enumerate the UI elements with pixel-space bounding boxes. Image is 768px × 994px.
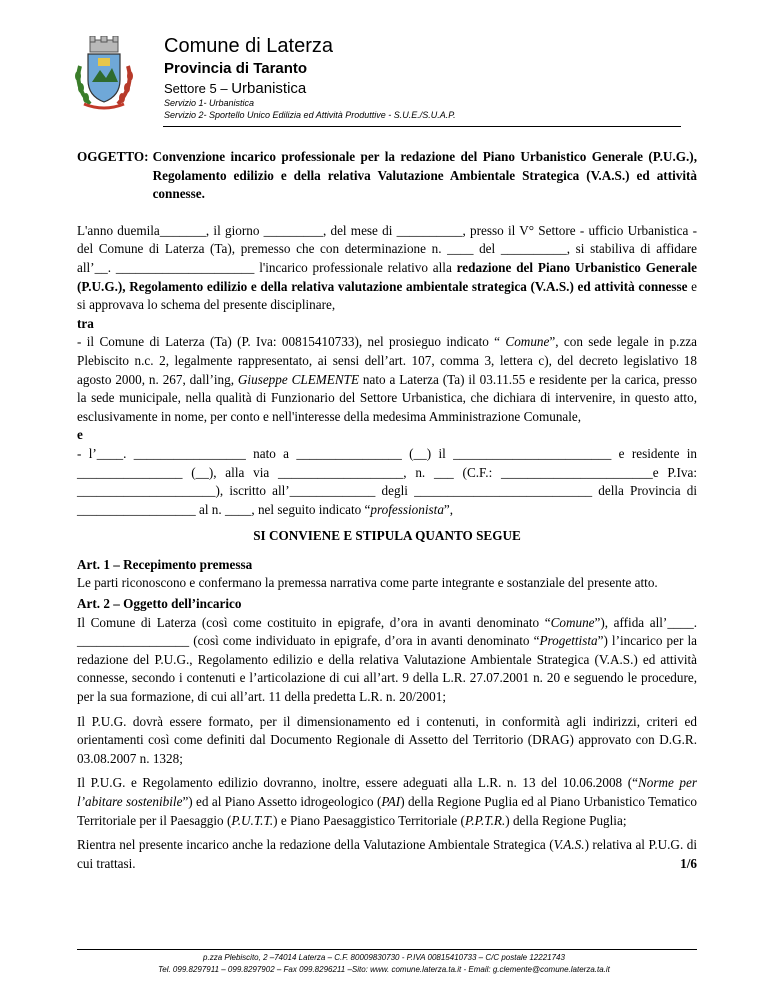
art2-paragraph-2: Il P.U.G. dovrà essere formato, per il dimensionamento ed i contenuti, in conformità agli indirizzi, criteri ed orientamenti così come definiti dal Documento Regionale di Assetto del Territorio (DRAG) approvato con D.G.R. 03.08.2007 n. 1328; xyxy=(77,713,697,766)
page-number: 1/6 xyxy=(680,855,697,871)
header-divider xyxy=(163,126,681,127)
footer-contacts: Tel. 099.8297911 – 099.8297902 – Fax 099.8296211 –Sito: www. comune.laterza.ta.it - Email: g.clemente@comune.laterza.ta.it xyxy=(158,965,610,974)
art2-paragraph-4: Rientra nel presente incarico anche la redazione della Valutazione Ambientale Strategica (V.A.S.) relativa al P.U.G. di cui trattasi. 1/6 xyxy=(77,836,697,873)
footer-address: p.zza Plebiscito, 2 –74014 Laterza – C.F. 80009830730 - P.IVA 00815410733 – C/C postale 12221743 xyxy=(203,953,565,962)
coat-of-arms-icon xyxy=(70,36,138,112)
footer-divider xyxy=(77,949,697,950)
subject-text: Convenzione incarico professionale per la redazione del Piano Urbanistico Generale (P.U.G.), Regolamento edilizio e della relativa Valutazione Ambientale Strategica (V.A.S.) ed attività connesse. xyxy=(152,149,697,202)
art2-paragraph-3: Il P.U.G. e Regolamento edilizio dovranno, inoltre, essere adeguati alla L.R. n. 13 del 10.06.2008 (“Norme per l’abitare sostenibile”) ed al Piano Assetto idrogeologico (PAI) della Regione Puglia ed al Piano Urbanistico Tematico Territoriale per il Paesaggio (P.U.T.T.) e Piano Paesaggistico Territoriale (P.P.T.R.) della Regione Puglia; xyxy=(77,775,697,828)
letterhead xyxy=(0,0,768,130)
comune-party-paragraph: - il Comune di Laterza (Ta) (P. Iva: 00815410733), nel prosieguo indicato “ Comune”, con sede legale in p.zza Plebiscito n.c. 2, legalmente rappresentato, ai sensi dell’art. 107, comma 3, lettera c), del decreto legislativo 18 agosto 2000, n. 267, dall’ing, Giuseppe CLEMENTE nato a Laterza (Ta) il 03.11.55 e residente per la carica, presso la sede municipale, nella qualità di Funzionario del Settore Urbanistica, che dichiara di intervenire, in questo atto, esclusivamente in nome, per conto e nell'interesse della medesima Amministrazione Comunale, xyxy=(77,334,697,424)
settore-name: Urbanistica xyxy=(231,80,307,97)
e-label: e xyxy=(77,427,83,443)
settore-prefix: Settore 5 – xyxy=(164,81,232,96)
professionista-paragraph: - l’____. _________________ nato a ________________ (__) il ________________________ e residente in ________________ (__), alla via ___________________, n. ___ (C.F.: _______________________e P.Iva: _____________________), iscritto all’_____________ degli ___________________________ della Provincia di __________________ al n. ____, nel seguito indicato “professionista”, xyxy=(77,445,697,517)
servizio-1: Servizio 1- Urbanistica xyxy=(164,98,255,108)
subject-label: OGGETTO: xyxy=(77,149,149,164)
provincia-name: Provincia di Taranto xyxy=(164,60,308,77)
art2-paragraph-1: Il Comune di Laterza (così come costituito in epigrafe, d’ora in avanti denominato “Comune”), affida all’____. _________________ (così come individuato in epigrafe, d’ora in avanti denominato “Progettista”) l’incarico per la redazione del P.U.G., Regolamento edilizio e della relativa Valutazione Ambientale Strategica (V.A.S.) ed attività connesse, secondo i contenuti e l’articolazione di cui all’art. 9 della L.R. 27.07.2001 n. 20 e seguendo le procedure, per la sua formazione, di cui all’art. 11 della predetta L.R. n. 20/2001; xyxy=(77,614,697,705)
document-body xyxy=(77,148,697,873)
subject xyxy=(77,148,697,204)
servizio-2: Servizio 2- Sportello Unico Edilizia ed Attività Produttive - S.U.E./S.U.A.P. xyxy=(164,110,456,120)
convenzione-heading: SI CONVIENE E STIPULA QUANTO SEGUE xyxy=(253,528,521,544)
comune-name: Comune di Laterza xyxy=(164,35,333,57)
intro-paragraph: L'anno duemila_______, il giorno _________, del mese di __________, presso il V° Settore - ufficio Urbanistica - del Comune di Laterza (Ta), premesso che con determinazione n. ____ del __________, si stabiliva di affidare all’__. _____________________ l'incarico professionale relativo alla redazione del Piano Urbanistico Generale (P.U.G.), Regolamento edilizio e della relativa valutazione ambientale strategica (V.A.S.) ed attività connesse e si approvava lo schema del presente disciplinare, xyxy=(77,222,697,313)
art1-title: Art. 1 – Recepimento premessa xyxy=(77,556,253,572)
settore-label xyxy=(164,80,456,97)
tra-label: tra xyxy=(77,315,94,331)
art1-text: Le parti riconoscono e confermano la premessa narrativa come parte integrante e sostanziale del presente atto. xyxy=(77,575,658,591)
art2-title: Art. 2 – Oggetto dell’incarico xyxy=(77,596,242,612)
